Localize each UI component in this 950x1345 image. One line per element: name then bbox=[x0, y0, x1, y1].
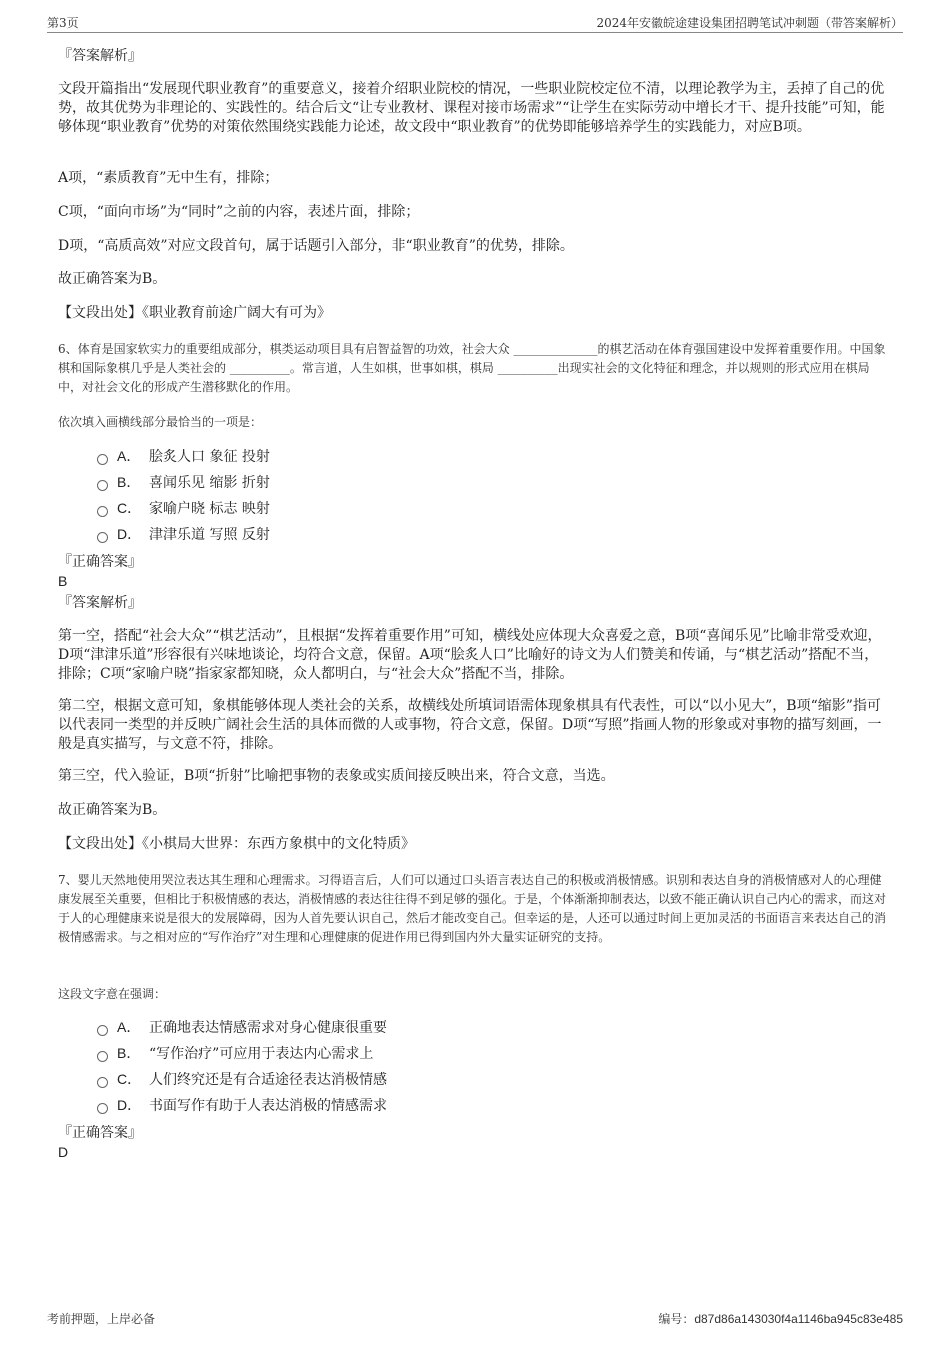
q7-options bbox=[97, 1014, 387, 1118]
q7-option-a[interactable]: A． 正确地表达情感需求对身心健康很重要 bbox=[97, 1014, 387, 1040]
q6-options bbox=[97, 443, 270, 547]
q5-analysis-p4: D项，“高质高效”对应文段首句，属于话题引入部分，非“职业教育”的优势，排除。 bbox=[58, 238, 574, 254]
q6-answer: B bbox=[58, 573, 68, 589]
footer-slogan: 考前押题，上岸必备 bbox=[47, 1312, 156, 1326]
radio-icon[interactable] bbox=[97, 1103, 108, 1114]
code-value: d87d86a143030f4a1146ba945c83e485 bbox=[694, 1312, 903, 1326]
q6-conclusion: 故正确答案为B。 bbox=[58, 802, 167, 818]
q6-option-d[interactable]: D． 津津乐道 写照 反射 bbox=[97, 521, 270, 547]
option-text: 脍炙人口 象征 投射 bbox=[149, 449, 270, 465]
q6-answer-title: 『正确答案』 bbox=[58, 554, 142, 570]
q5-analysis-p2: A项，“素质教育”无中生有，排除； bbox=[58, 170, 279, 186]
page-number: 第3页 bbox=[47, 16, 79, 30]
q5-analysis-p1: 文段开篇指出“发展现代职业教育”的重要意义，接着介绍职业院校的情况，一些职业院校定位不清，以理论教学为主，丢掉了自己的优势，故其优势为非理论的、实践性的。结合后文“让专业教材、课程对接市场需求”“让学生在实际劳动中增长才干、提升技能”可知，能够体现“职业教育”优势的对策依然围绕实践能力论述，故文段中“职业教育”的优势即能够培养学生的实践能力，对应B项。 bbox=[58, 81, 885, 135]
document-title: 2024年安徽皖途建设集团招聘笔试冲刺题（带答案解析） bbox=[596, 16, 903, 30]
q5-analysis-p3: C项，“面向市场”为“同时”之前的内容，表述片面，排除； bbox=[58, 204, 420, 220]
radio-icon[interactable] bbox=[97, 454, 108, 465]
radio-icon[interactable] bbox=[97, 532, 108, 543]
q7-option-c[interactable]: C． 人们终究还是有合适途径表达消极情感 bbox=[97, 1066, 387, 1092]
q6-source: 【文段出处】《小棋局大世界：东西方象棋中的文化特质》 bbox=[58, 836, 415, 852]
radio-icon[interactable] bbox=[97, 1025, 108, 1036]
option-text: 正确地表达情感需求对身心健康很重要 bbox=[149, 1020, 387, 1036]
q6-analysis-p2: 第二空，根据文意可知，象棋能够体现人类社会的关系，故横线处所填词语需体现象棋具有代表性，可以“以小见大”，B项“缩影”指可以代表同一类型的并反映广阔社会生活的具体而微的人或事物，符合文意，保留。D项“写照”指画人物的形象或对事物的描写刻画，一般是真实描写，与文意不符，排除。 bbox=[58, 698, 882, 752]
radio-icon[interactable] bbox=[97, 1077, 108, 1088]
q7-option-b[interactable]: B． “写作治疗”可应用于表达内心需求上 bbox=[97, 1040, 387, 1066]
q7-stem: 7、婴儿天然地使用哭泣表达其生理和心理需求。习得语言后，人们可以通过口头语言表达自己的积极或消极情感。识别和表达自身的消极情感对人的心理健康发展至关重要，但相比于积极情感的表达，消极情感的表达往往得不到足够的强化。于是，个体渐渐抑制表达，以致不能正确认识自己内心的需求，而这对于人的心理健康来说是很大的发展障碍，因为人首先要认识自己，然后才能改变自己。但幸运的是，人还可以通过时间上更加灵活的书面语言来表达自己的消极情感需求。与之相对应的“写作治疗”对生理和心理健康的促进作用已得到国内外大量实证研究的支持。 bbox=[58, 873, 887, 944]
q6-option-a[interactable]: A． 脍炙人口 象征 投射 bbox=[97, 443, 270, 469]
radio-icon[interactable] bbox=[97, 480, 108, 491]
q7-answer: D bbox=[58, 1144, 69, 1160]
option-text: 津津乐道 写照 反射 bbox=[149, 527, 270, 543]
q6-stem: 6、体育是国家软实力的重要组成部分，棋类运动项目具有启智益智的功效，社会大众 ______________的棋艺活动在体育强国建设中发挥着重要作用。中国象棋和国际象棋几乎是人类社会的 __________。常言道，人生如棋，世事如棋，棋局 __________出现实社会的文化特征和理念，并以规则的形式应用在棋局中，对社会文化的形成产生潜移默化的作用。 bbox=[58, 342, 886, 394]
q7-prompt: 这段文字意在强调： bbox=[58, 987, 167, 1001]
q6-prompt: 依次填入画横线部分最恰当的一项是： bbox=[58, 415, 263, 429]
option-text: 喜闻乐见 缩影 折射 bbox=[149, 475, 270, 491]
q6-option-c[interactable]: C． 家喻户晓 标志 映射 bbox=[97, 495, 270, 521]
option-text: 书面写作有助于人表达消极的情感需求 bbox=[149, 1098, 387, 1114]
q6-analysis-p3: 第三空，代入验证，B项“折射”比喻把事物的表象或实质间接反映出来，符合文意，当选。 bbox=[58, 768, 615, 784]
q6-analysis-p1: 第一空，搭配“社会大众”“棋艺活动”，且根据“发挥着重要作用”可知，横线处应体现大众喜爱之意，B项“喜闻乐见”比喻非常受欢迎，D项“津津乐道”形容很有兴味地谈论，均符合文意，保留。A项“脍炙人口”比喻好的诗文为人们赞美和传诵，与“棋艺活动”搭配不当，排除；C项“家喻户晓”指家家都知晓，众人都明白，与“社会大众”搭配不当，排除。 bbox=[58, 628, 882, 682]
q5-analysis-title: 『答案解析』 bbox=[58, 48, 142, 64]
code-label: 编号： bbox=[658, 1312, 695, 1326]
q7-option-d[interactable]: D． 书面写作有助于人表达消极的情感需求 bbox=[97, 1092, 387, 1118]
q5-conclusion: 故正确答案为B。 bbox=[58, 271, 167, 287]
page-header bbox=[47, 12, 903, 33]
q6-analysis-title: 『答案解析』 bbox=[58, 595, 142, 611]
radio-icon[interactable] bbox=[97, 1051, 108, 1062]
q7-answer-title: 『正确答案』 bbox=[58, 1125, 142, 1141]
q5-source: 【文段出处】《职业教育前途广阔大有可为》 bbox=[58, 305, 331, 321]
option-text: 家喻户晓 标志 映射 bbox=[149, 501, 270, 517]
document-code bbox=[658, 1310, 903, 1327]
q6-option-b[interactable]: B． 喜闻乐见 缩影 折射 bbox=[97, 469, 270, 495]
radio-icon[interactable] bbox=[97, 506, 108, 517]
option-text: 人们终究还是有合适途径表达消极情感 bbox=[149, 1072, 387, 1088]
option-text: “写作治疗”可应用于表达内心需求上 bbox=[149, 1046, 374, 1062]
